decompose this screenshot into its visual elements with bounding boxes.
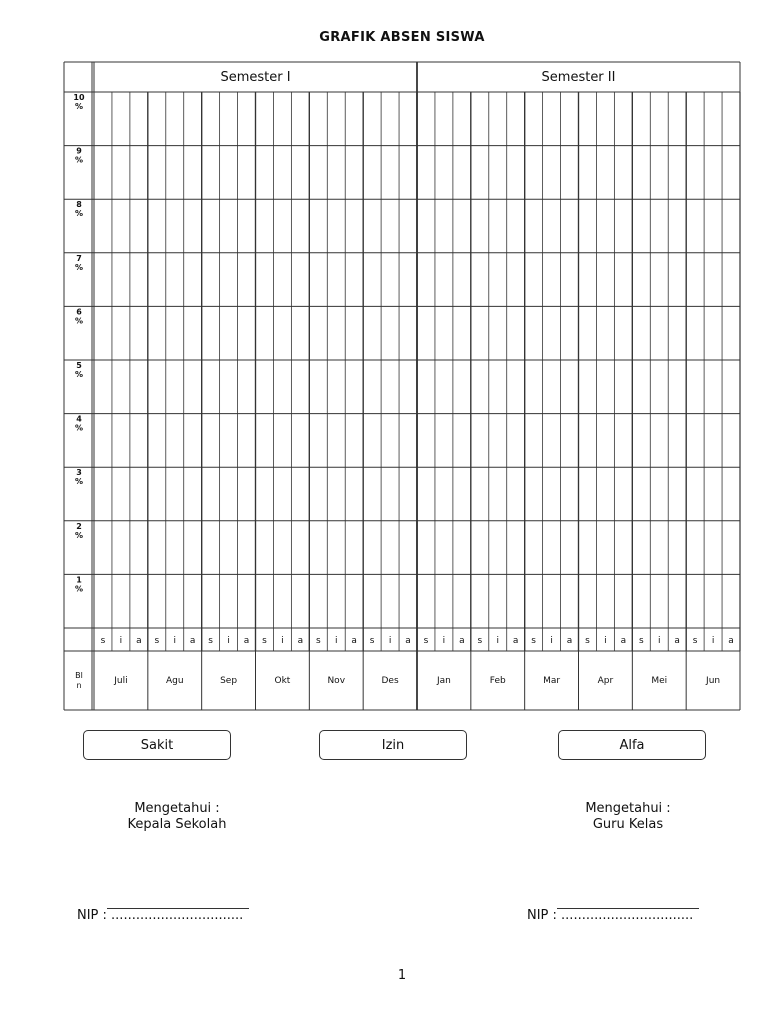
sub-column-label-a: a — [351, 636, 357, 646]
sub-column-label-i: i — [711, 636, 715, 646]
sub-column-label-s: s — [477, 636, 483, 646]
y-label-unit: % — [74, 423, 84, 433]
sub-column-label-a: a — [728, 636, 734, 646]
sub-column-label-s: s — [423, 636, 429, 646]
month-label: Mar — [543, 676, 561, 686]
sub-column-label-s: s — [208, 636, 213, 646]
sub-column-label-s: s — [100, 636, 106, 646]
sub-column-label-a: a — [189, 636, 196, 646]
y-label-number: 6 — [76, 307, 82, 317]
signature-right-line1: Mengetahui : — [585, 801, 671, 816]
sub-column-label-i: i — [496, 636, 500, 646]
y-label-number: 4 — [76, 414, 82, 424]
sub-column-label-s: s — [154, 636, 160, 646]
sub-column-label-i: i — [442, 636, 446, 646]
sub-column-label-a: a — [405, 636, 411, 646]
page-number: 1 — [397, 968, 407, 983]
signature-right-line2: Guru Kelas — [592, 817, 664, 832]
y-label-number: 1 — [76, 575, 82, 585]
month-label: Nov — [327, 676, 346, 686]
sub-column-label-i: i — [388, 636, 392, 646]
sub-column-label-i: i — [550, 636, 553, 646]
page-title: GRAFIK ABSEN SISWA — [319, 30, 485, 45]
y-label-unit: % — [74, 262, 84, 272]
y-label-unit: % — [74, 155, 84, 165]
sub-column-label-s: s — [692, 636, 698, 646]
sub-column-label-i: i — [173, 636, 177, 646]
month-label: Des — [381, 676, 399, 686]
sub-column-label-a: a — [566, 636, 573, 646]
sub-column-label-a: a — [512, 636, 519, 646]
sub-column-label-s: s — [638, 636, 644, 646]
month-label: Juli — [114, 676, 128, 686]
signature-left-nip: NIP : ................................ — [77, 908, 244, 923]
sub-column-label-i: i — [604, 636, 607, 646]
month-label: Feb — [489, 676, 506, 686]
y-label-number: 9 — [76, 146, 82, 156]
month-label: Apr — [597, 676, 614, 686]
month-label: Sep — [220, 676, 238, 686]
legend-izin-label: Izin — [381, 737, 405, 753]
sub-column-label-i: i — [227, 636, 230, 646]
y-label-number: 3 — [76, 468, 82, 478]
sub-column-label-i: i — [119, 636, 123, 646]
signature-left-line2: Kepala Sekolah — [127, 817, 227, 832]
sub-column-label-a: a — [620, 636, 627, 646]
semester-2-label: Semester II — [541, 70, 616, 85]
month-label: Jan — [436, 676, 451, 686]
sub-column-label-a: a — [136, 636, 142, 646]
semester-1-label: Semester I — [220, 70, 291, 85]
month-label: Okt — [274, 676, 291, 686]
legend-izin-button[interactable] — [319, 730, 467, 760]
y-label-unit: % — [74, 209, 84, 219]
y-label-number: 2 — [76, 521, 82, 531]
sub-column-label-i: i — [281, 636, 284, 646]
month-label: Mei — [651, 676, 668, 686]
y-label-number: 5 — [76, 361, 82, 370]
signature-left — [77, 801, 277, 833]
y-label-unit: % — [74, 477, 84, 487]
y-label-number: 8 — [76, 200, 82, 210]
sub-column-label-s: s — [369, 636, 375, 646]
sub-column-label-s: s — [531, 636, 536, 646]
sub-column-label-i: i — [657, 636, 661, 646]
legend-sakit-label: Sakit — [140, 737, 174, 753]
sub-column-label-i: i — [334, 636, 338, 646]
y-label-unit: % — [74, 530, 84, 540]
month-column-label: n — [76, 681, 82, 690]
signature-right — [528, 801, 728, 833]
y-label-unit: % — [74, 584, 84, 594]
legend-alfa-label: Alfa — [619, 737, 645, 753]
month-label: Jun — [706, 676, 721, 686]
month-column-label: Bl — [75, 671, 83, 680]
y-label-number: 7 — [76, 253, 82, 263]
signature-right-nip: NIP : ................................ — [527, 908, 694, 923]
signature-left-line1: Mengetahui : — [134, 801, 220, 816]
y-label-number: 10 — [73, 93, 85, 102]
month-label: Agu — [165, 676, 184, 686]
sub-column-label-a: a — [459, 636, 465, 646]
legend-alfa-button[interactable] — [558, 730, 706, 760]
sub-column-label-s: s — [262, 636, 267, 646]
y-label-unit: % — [74, 316, 84, 326]
sub-column-label-a: a — [674, 636, 680, 646]
sub-column-label-s: s — [315, 636, 321, 646]
y-label-unit: % — [74, 102, 84, 111]
legend-sakit-button[interactable] — [83, 730, 231, 760]
sub-column-label-s: s — [585, 636, 590, 646]
sub-column-label-a: a — [297, 636, 304, 646]
sub-column-label-a: a — [243, 636, 250, 646]
y-label-unit: % — [74, 370, 84, 379]
